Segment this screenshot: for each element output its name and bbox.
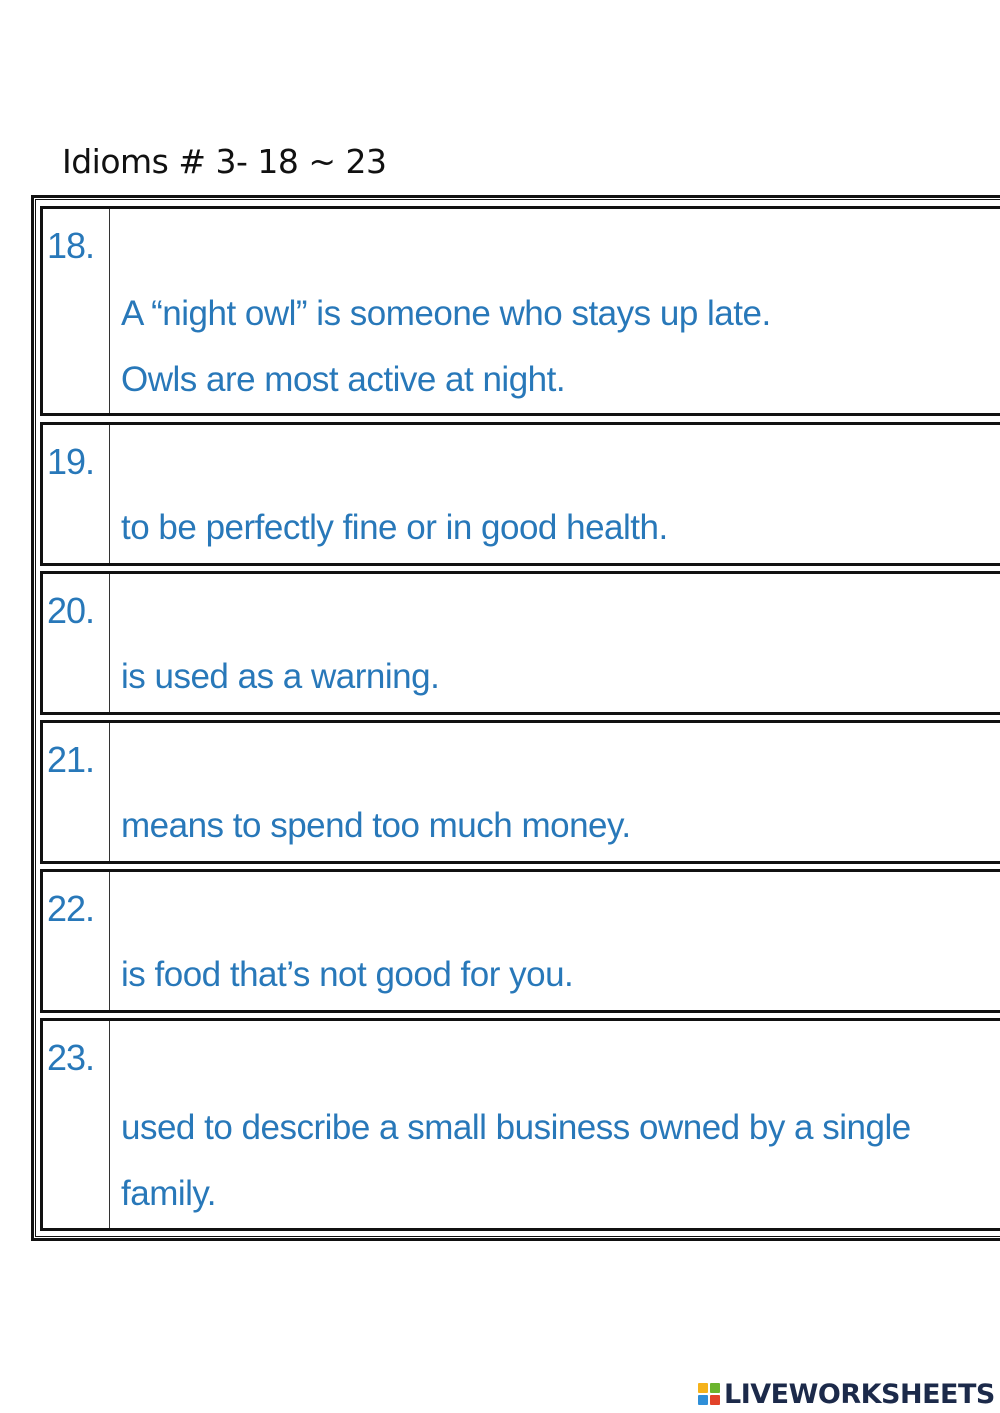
table-row xyxy=(40,1018,1000,1231)
logo-mark-icon xyxy=(698,1383,720,1405)
item-number: 22. xyxy=(47,888,95,929)
number-cell xyxy=(43,1021,110,1228)
number-cell xyxy=(43,209,110,413)
item-number: 21. xyxy=(47,739,95,780)
item-number: 18. xyxy=(47,225,95,266)
table-row xyxy=(40,422,1000,566)
definition-line: is used as a warning. xyxy=(121,657,440,696)
definition-line: A “night owl” is someone who stays up late. xyxy=(121,294,771,333)
definition-line: used to describe a small business owned by a single xyxy=(121,1108,911,1147)
number-cell xyxy=(43,872,110,1010)
definition-line: to be perfectly fine or in good health. xyxy=(121,508,668,547)
worksheet-title: Idioms # 3- 18 ~ 23 xyxy=(62,142,387,181)
definition-line: Owls are most active at night. xyxy=(121,360,566,399)
table-row xyxy=(40,206,1000,416)
number-cell xyxy=(43,574,110,712)
definition-line: means to spend too much money. xyxy=(121,806,631,845)
liveworksheets-logo xyxy=(698,1376,995,1412)
logo-text: LIVEWORKSHEETS xyxy=(724,1378,995,1410)
definition-line: family. xyxy=(121,1174,217,1213)
item-number: 19. xyxy=(47,441,95,482)
number-cell xyxy=(43,425,110,563)
table-row xyxy=(40,571,1000,715)
table-row xyxy=(40,869,1000,1013)
number-cell xyxy=(43,723,110,861)
table-row xyxy=(40,720,1000,864)
item-number: 23. xyxy=(47,1037,95,1078)
item-number: 20. xyxy=(47,590,95,631)
definition-line: is food that’s not good for you. xyxy=(121,955,574,994)
